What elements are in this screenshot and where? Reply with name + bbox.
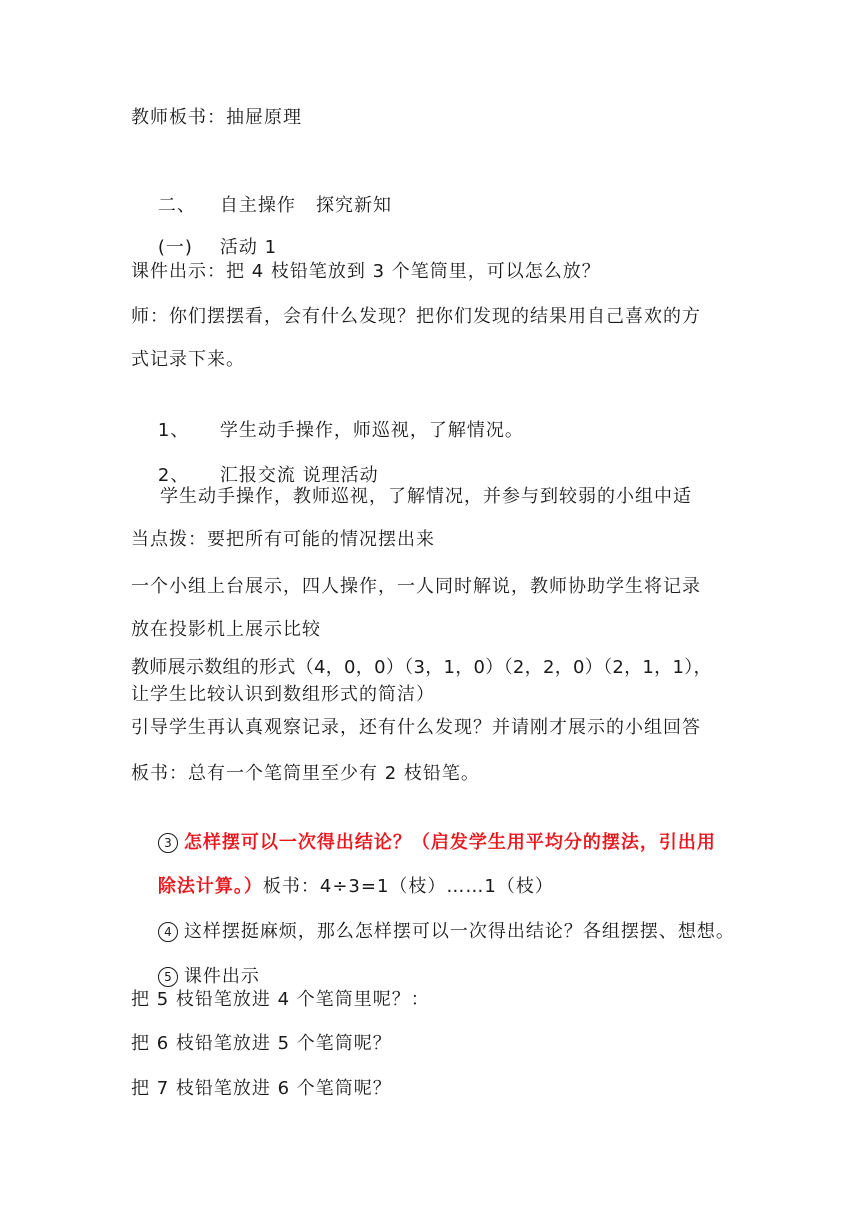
step-text: 这样摆挺麻烦，那么怎样摆可以一次得出结论？各组摆摆、想想。	[183, 921, 735, 942]
paragraph-line: 教师展示数组的形式（4，0，0）（3，1，0）（2，2，0）（2，1，1），	[131, 657, 712, 678]
paragraph-line: 式记录下来。	[131, 349, 245, 370]
paragraph-line: 学生动手操作，教师巡视，了解情况，并参与到较弱的小组中适	[160, 486, 692, 507]
paragraph-line: 放在投影机上展示比较	[131, 619, 321, 640]
step-text: 课件出示	[183, 966, 260, 987]
exercise-line: 把 5 枝铅笔放进 4 个笔筒里呢？：	[131, 989, 430, 1010]
exercise-line: 把 7 枝铅笔放进 6 个笔筒呢？	[131, 1078, 392, 1099]
board-note-line: 板书：总有一个笔筒里至少有 2 枝铅笔。	[131, 763, 480, 784]
list-number: 2、	[157, 465, 190, 486]
list-text: 学生动手操作，师巡视，了解情况。	[219, 420, 524, 441]
highlight-text: 除法计算。）	[157, 876, 263, 897]
circled-number-marker: 5	[158, 967, 178, 987]
paragraph-line: 师：你们摆摆看，会有什么发现？把你们发现的结果用自己喜欢的方	[131, 306, 701, 327]
exercise-line: 把 6 枝铅笔放进 5 个笔筒呢？	[131, 1033, 392, 1054]
paragraph-line: 引导学生再认真观察记录，还有什么发现？并请刚才展示的小组回答	[131, 717, 701, 738]
circled-number-marker: 3	[158, 833, 178, 853]
board-title-line: 教师板书：抽屉原理	[131, 107, 302, 128]
paragraph-line: 让学生比较认识到数组形式的简洁）	[131, 684, 435, 705]
section-number: 二、	[157, 195, 196, 216]
highlight-text: 怎样摆可以一次得出结论？（启发学生用平均分的摆法，引出用	[183, 832, 716, 853]
paragraph-line: 当点拨：要把所有可能的情况摆出来	[131, 529, 435, 550]
circled-number-marker: 4	[158, 922, 178, 942]
section-title: 自主操作 探究新知	[219, 195, 393, 216]
paragraph-line: 一个小组上台展示，四人操作，一人同时解说，教师协助学生将记录	[131, 576, 701, 597]
list-number: 1、	[157, 420, 190, 441]
subsection-title: 活动 1	[219, 237, 278, 258]
board-formula: 板书：4÷3=1（枝）……1（枝）	[262, 876, 554, 897]
subsection-number: (一)	[157, 237, 193, 258]
list-text: 汇报交流 说理活动	[219, 465, 379, 486]
paragraph-line: 课件出示：把 4 枝铅笔放到 3 个笔筒里，可以怎么放？	[131, 261, 601, 282]
